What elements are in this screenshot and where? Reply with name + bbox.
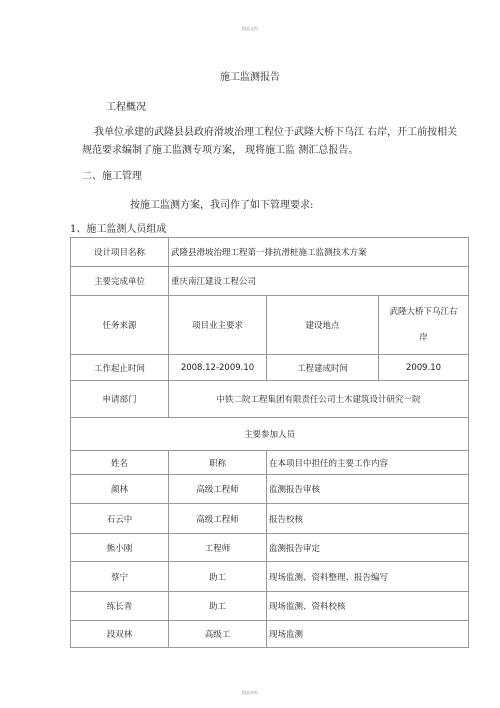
person-name: 颜林 [71, 475, 169, 504]
table-row [71, 418, 469, 451]
project-name-label: 设计项目名称 [71, 238, 169, 267]
table-row [71, 475, 469, 504]
table-row [71, 504, 469, 534]
person-title: 高级工程师 [169, 475, 267, 504]
col-header-duty: 在本项目中担任的主要工作内容 [267, 451, 469, 475]
col-header-title: 职称 [169, 451, 267, 475]
person-name: 石云中 [71, 504, 169, 534]
footer-watermark: 精品资料 [242, 690, 258, 695]
completion-value: 2009.10 [379, 355, 469, 381]
person-title: 助工 [169, 592, 267, 621]
unit-value: 重庆南江建设工程公司 [169, 267, 469, 296]
table-row [71, 562, 469, 592]
person-duty: 现场监测、资料整理、报告编写 [267, 562, 469, 592]
table-row [71, 381, 469, 418]
table-row [71, 621, 469, 648]
table-row [71, 592, 469, 621]
person-title: 工程师 [169, 534, 267, 562]
person-name: 熊小刚 [71, 534, 169, 562]
person-duty: 现场监测 [267, 621, 469, 648]
personnel-table [70, 237, 469, 648]
task-source-value: 项目业主要求 [169, 296, 267, 355]
location-value-line2: 岸 [419, 333, 428, 343]
table-row [71, 296, 469, 355]
section2-heading: 二、施工管理 [82, 171, 142, 182]
person-title: 高级工 [169, 621, 267, 648]
person-duty: 报告校核 [267, 504, 469, 534]
work-period-label: 工作起止时间 [71, 355, 169, 381]
person-title: 高级工程师 [169, 504, 267, 534]
unit-label: 主要完成单位 [71, 267, 169, 296]
table-row [71, 267, 469, 296]
table-row [71, 534, 469, 562]
person-name: 段双林 [71, 621, 169, 648]
section2-paragraph: 按施工监测方案，我司作了如下管理要求: [130, 200, 314, 211]
person-duty: 监测报告审定 [267, 534, 469, 562]
person-title: 助工 [169, 562, 267, 592]
person-name: 练长青 [71, 592, 169, 621]
department-value: 中铁二院工程集团有限责任公司土木建筑设计研究一院 [169, 381, 469, 418]
section1-heading: 工程概况 [106, 102, 146, 113]
person-duty: 现场监测、资料校核 [267, 592, 469, 621]
location-label: 建设地点 [267, 296, 379, 355]
person-duty: 监测报告审核 [267, 475, 469, 504]
table-row [71, 355, 469, 381]
completion-label: 工程建成时间 [267, 355, 379, 381]
department-label: 申请部门 [71, 381, 169, 418]
table-row [71, 451, 469, 475]
participants-heading: 主要参加人员 [71, 418, 469, 451]
section1-paragraph: 我单位承建的武隆县县政府滑坡治理工程位于武隆大桥下乌江 右岸，开工前按相关规范要求编制了施工监测专项方案， 现将施工监 测汇总报告。 [82, 127, 458, 156]
task-source-label: 任务来源 [71, 296, 169, 355]
subsection-heading: 1、施工监测人员组成 [70, 224, 167, 235]
location-value [379, 296, 469, 355]
location-value-line1: 武隆大桥下乌江右 [389, 307, 458, 317]
header-watermark: 精品文档 [242, 26, 258, 31]
work-period-value: 2008.12-2009.10 [169, 355, 267, 381]
page-title: 施工监测报告 [220, 72, 280, 83]
person-name: 蔡宁 [71, 562, 169, 592]
table-row [71, 238, 469, 267]
project-name-value: 武隆县滑坡治理工程第一排抗滑桩施工监测技术方案 [169, 238, 469, 267]
col-header-name: 姓名 [71, 451, 169, 475]
